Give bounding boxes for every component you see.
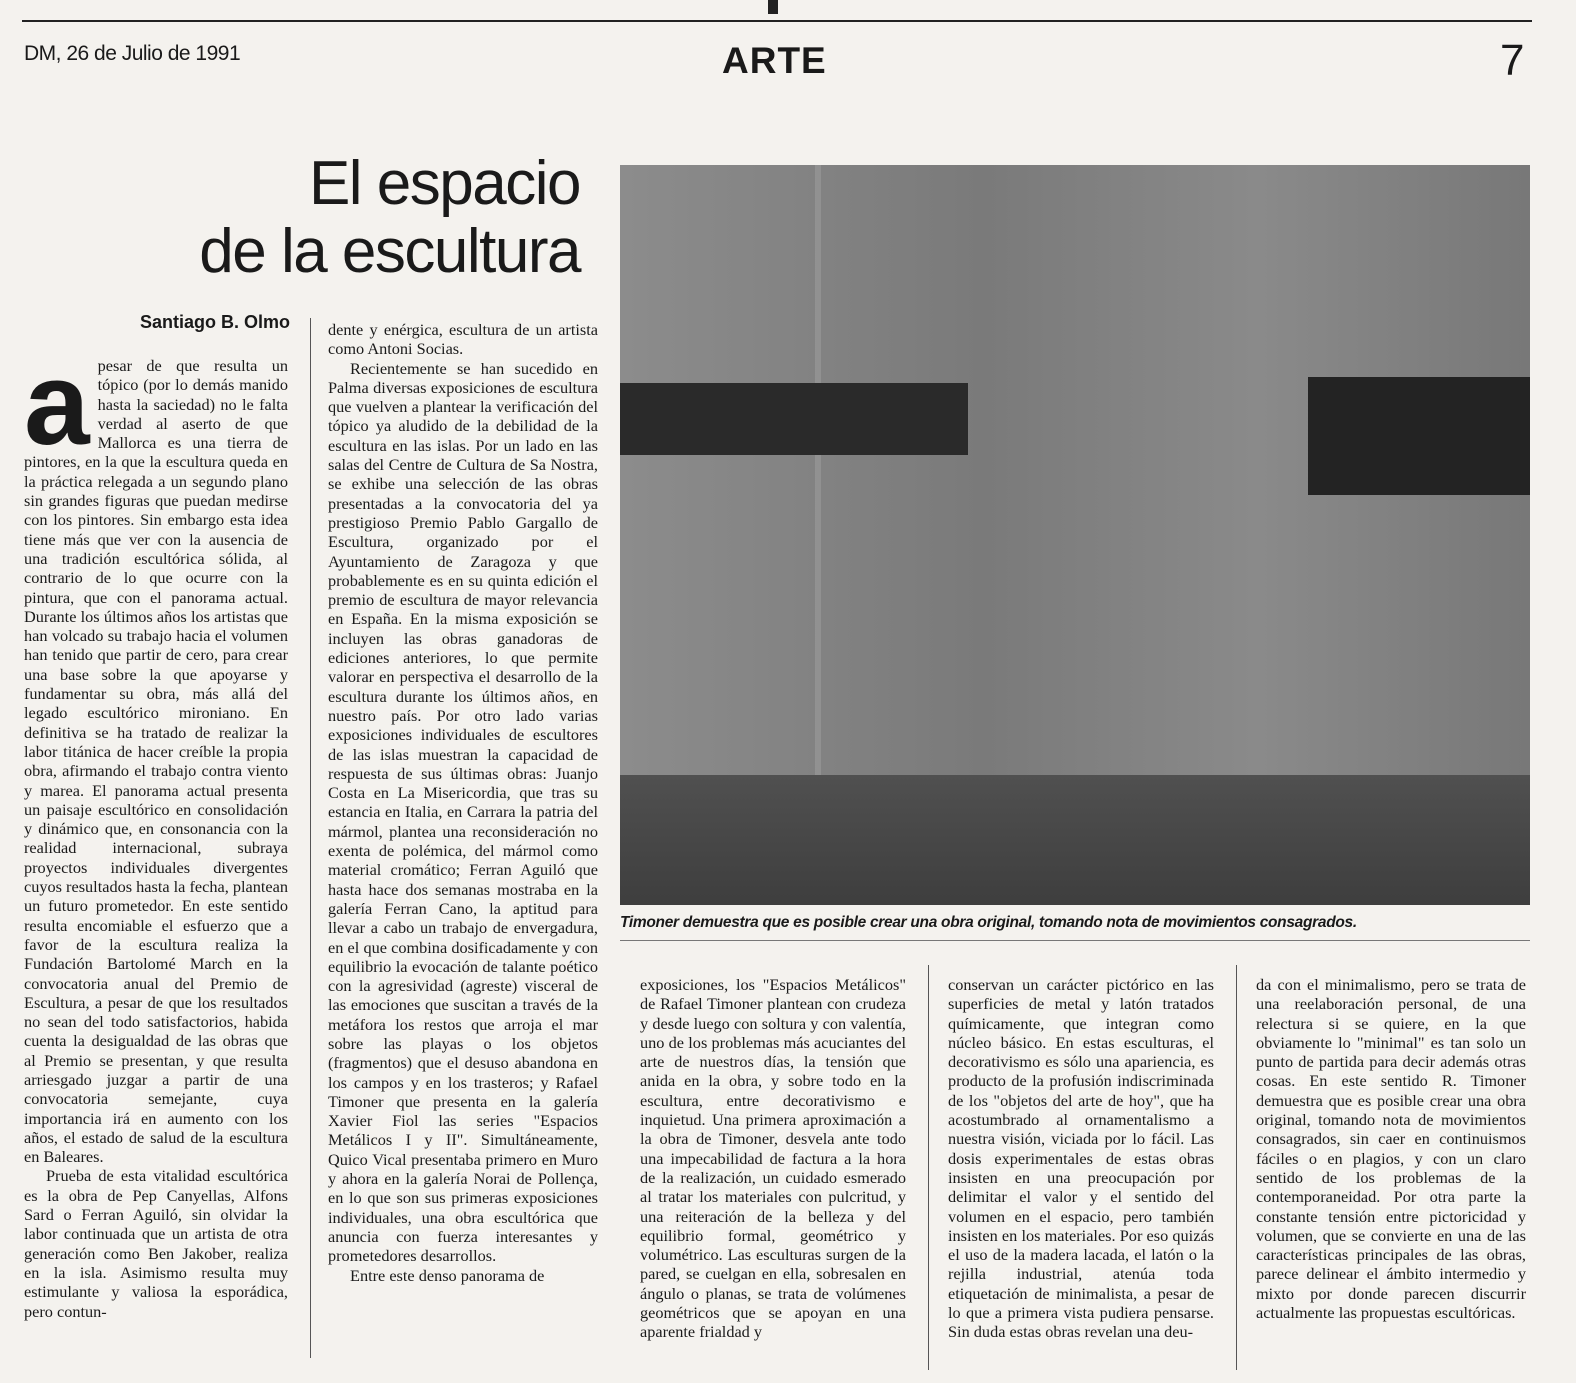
paragraph: dente y enérgica, escultura de un artista como Antoni Socias. [328,320,598,359]
sculpture-photo [620,165,1530,905]
drop-cap: a [24,338,90,470]
byline: Santiago B. Olmo [139,312,290,332]
article-column-3 [640,975,906,1342]
photo-caption: Timoner demuestra que es posible crear una obra original, tomando nota de movimientos consagrados. [620,914,1357,931]
headline [100,150,580,286]
paragraph: da con el minimalismo, pero se trata de una reelaboración personal, de una relectura si se quiere, en la que obviamente lo "minimal" es tan solo un punto de partida para decir además otras cosas. En este sentido R. Timoner demuestra que es posible crear una obra original, tomando nota de movimientos consagrados, sin caer en continuismos fáciles o en plagios, y con un claro sentido de los problemas de la contemporaneidad. Por otra parte la constante tensión entre pictoricidad y volumen, que se convierte en una de las características principales de las obras, parece delinear el ámbito intermedio y mixto por donde parecen discurrir actualmente las propuestas escultóricas. [1256,975,1526,1323]
paragraph: Recientemente se han sucedido en Palma diversas exposiciones de escultura que vuelven a plantear la verificación del tópico ya aludido de la debilidad de la escultura en las islas. Por un lado en las salas del Centre de Cultura de Sa Nostra, se exhibe una selección de las obras presentadas a la convocatoria del ya prestigioso Premio Pablo Gargallo de Escultura, organizado por el Ayuntamiento de Zaragoza y que probablemente es en su quinta edición el premio de escultura de mayor relevancia en España. En la misma exposición se incluyen las obras ganadoras de ediciones anteriores, lo que permite valorar en perspectiva el desarrollo de la escultura durante los últimos años, en nuestro país. Por otro lado varias exposiciones individuales de escultores de las islas muestran la capacidad de respuesta de sus últimas obras: Juanjo Costa en La Misericordia, que tras su estancia en Italia, en Carrara la patria del mármol, plantea una reconsideración no exenta de polémica, del mármol como material cromático; Ferran Aguiló que hasta hace dos semanas mostraba en la galería Ferran Cano, la aptitud para llevar a cabo un trabajo de envergadura, en el que combina dosificadamente y con equilibrio la evocación de talante poético con la agresividad (agreste) visceral de las emociones que suscitan a través de la metáfora los restos que arroja el mar sobre las playas o los objetos (fragmentos) que el desuso abandona en los campos y en los trasteros; y Rafael Timoner que presenta en la galería Xavier Fiol las series "Espacios Metálicos I y II". Simultáneamente, Quico Vical presentaba primero en Muro y ahora en la galería Norai de Pollença, en lo que son sus primeras exposiciones individuales, una obra escultórica que anuncia con fuerza interesantes y prometedores desarrollos. [328,358,598,1266]
dateline: DM, 26 de Julio de 1991 [24,42,241,65]
metal-panel-right [1308,377,1530,495]
caption-rule [620,940,1530,941]
headline-line-2: de la escultura [199,217,580,286]
article-column-2 [328,320,598,1285]
paragraph: conservan un carácter pictórico en las superficies de metal y latón tratados químicamente, que integran como núcleo básico. En estas esculturas, el decorativismo es sólo una apariencia, es producto de la profusión indiscriminada de los "objetos del arte de hoy", que ha acostumbrado al ornamentalismo a nuestra visión, viciada por lo fácil. Las dosis experimentales de estas obras insisten en una preocupación por delimitar el valor y el sentido del volumen en el espacio, pero también insisten en los materiales. Por eso quizás el uso de la madera lacada, el latón o la rejilla industrial, atenúa toda etiquetación de minimalista, a pesar de lo que a primera vista pudiera pensarse. Sin duda estas obras revelan una deu- [948,975,1214,1342]
paragraph: Prueba de esta vitalidad escultórica es la obra de Pep Canyellas, Alfons Sard o Ferran Aguiló, sin olvidar la labor continuada que un artista de otra generación como Ben Jakober, realiza en la isla. Asimismo resulta muy estimulante y valiosa la esporádica, pero contun- [24,1166,288,1321]
column-rule [310,318,311,1358]
column-rule [928,965,929,1370]
paragraph: Entre este denso panorama de [350,1265,545,1285]
top-mark [768,0,778,14]
photo-seam [815,165,821,805]
paragraph-text: pesar de que resulta un tópico (por lo demás manido hasta la saciedad) no le falta verdad al aserto de que Mallorca es una tierra de pintores, en la que la escultura queda en la práctica relegada a un segundo plano sin grandes figuras que puedan medirse con los pintores. Sin embargo esta idea tiene más que ver con la ausencia de una tradición escultórica sólida, al contrario de lo que ocurre con la pintura, que con el panorama actual. Durante los últimos años los artistas que han volcado su trabajo hacia el volumen han tenido que partir de cero, para crear una base sobre la que apoyarse y fundamentar su obra, más allá del legado escultórico mironiano. En definitiva se ha tratado de realizar la labor titánica de hacer creíble la propia obra, afirmando el trabajo contra viento y marea. El panorama actual presenta un paisaje escultórico en consolidación y dinámico que, en consonancia con la realidad internacional, subraya proyectos individuales divergentes cuyos resultados hasta la fecha, plantean un futuro prometedor. En este sentido resulta encomiable el esfuerzo que a favor de la escultura realiza la Fundación Bartolomé March en la convocatoria anual del Premio de Escultura, a pesar de que los resultados no sean del todo satisfactorios, habida cuenta la desigualdad de las obras que al Premio se presentan, y que resulta arriesgado juzgar a partir de una convocatoria semejante, cuya importancia irá en aumento con los años, el estado de salud de la escultura en Baleares. [24,356,289,1167]
photo-floor [620,775,1530,905]
page-number: 7 [1500,36,1525,85]
paragraph: exposiciones, los "Espacios Metálicos" de Rafael Timoner plantean con crudeza y desde luego con soltura y con valentía, uno de los problemas más acuciantes del arte de nuestros días, la tensión que anida en la obra, y sobre todo en la escultura, entre decorativismo e inquietud. Una primera aproximación a la obra de Timoner, desvela ante todo una impecabilidad de factura a la hora de la realización, un cuidado esmerado al tratar los materiales con pulcritud, y una reiteración de la belleza y del equilibrio formal, geométrico y volumétrico. Las esculturas surgen de la pared, se cuelgan en ella, sobresalen en ángulo o planas, se trata de volúmenes geométricos que se apoyan en una aparente frialdad y [640,975,906,1342]
column-rule [1236,965,1237,1370]
article-column-4 [948,975,1214,1342]
article-column-1 [24,338,289,1321]
headline-line-1: El espacio [308,149,580,218]
section-title: ARTE [722,40,827,81]
article-column-5 [1256,975,1526,1322]
metal-panel-left [620,383,968,455]
paragraph [24,338,289,1167]
top-rule [22,20,1532,22]
